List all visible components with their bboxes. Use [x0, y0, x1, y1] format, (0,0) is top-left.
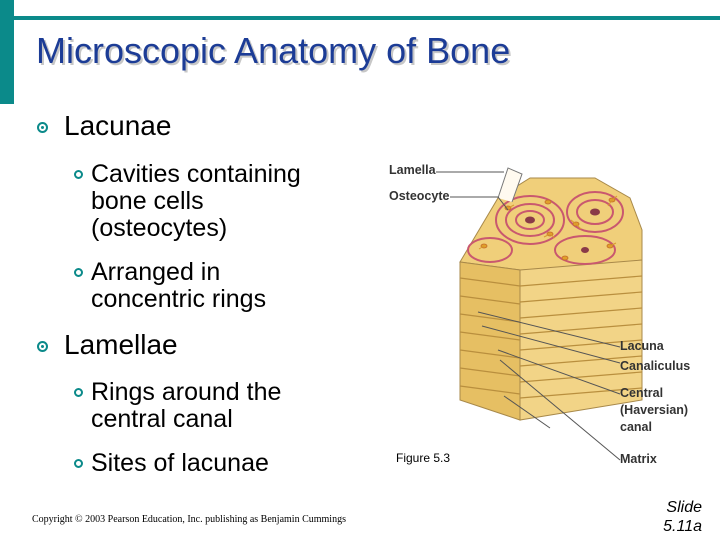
label-lacuna: Lacuna — [620, 339, 664, 353]
accent-bar-left — [0, 0, 14, 104]
sub-bullet-sites — [91, 450, 269, 477]
sub-bullet-icon — [74, 388, 83, 397]
sub-bullet-line: central canal — [91, 405, 233, 433]
label-lamella: Lamella — [389, 163, 436, 177]
slide-number — [663, 498, 702, 536]
label-line: (Haversian) — [620, 403, 689, 417]
label-matrix: Matrix — [620, 452, 657, 466]
sub-bullet-line: bone cells — [91, 187, 204, 215]
bullet-icon — [37, 341, 48, 352]
copyright-notice: Copyright © 2003 Pearson Education, Inc. publishing as Benjamin Cummings — [32, 514, 346, 525]
sub-bullet-line: Cavities containing — [91, 160, 301, 188]
sub-bullet-icon — [74, 268, 83, 277]
bullet-lamellae: Lamellae — [64, 329, 178, 360]
sub-bullet-line: (osteocytes) — [91, 214, 228, 242]
label-canaliculus: Canaliculus — [620, 359, 691, 373]
label-line: Central — [620, 386, 664, 400]
sub-bullet-cavities — [91, 161, 301, 242]
figure-caption: Figure 5.3 — [396, 451, 451, 465]
bullet-icon — [37, 122, 48, 133]
sub-bullet-icon — [74, 459, 83, 468]
slide-title: Microscopic Anatomy of Bone — [36, 30, 511, 71]
sub-bullet-line: concentric rings — [91, 285, 267, 313]
sub-bullet-line: Rings around the — [91, 378, 282, 406]
sub-bullet-line: Arranged in — [91, 258, 221, 286]
accent-bar-top — [14, 16, 720, 20]
slide-number-line: Slide — [666, 499, 702, 516]
sub-bullet-line: Sites of lacunae — [91, 449, 269, 477]
sub-bullet-rings — [91, 379, 281, 433]
bullet-lacunae: Lacunae — [64, 110, 172, 141]
sub-bullet-icon — [74, 170, 83, 179]
label-line: canal — [620, 420, 652, 434]
sub-bullet-arranged — [91, 259, 266, 313]
slide-number-line: 5.11a — [663, 518, 702, 535]
label-central-canal — [620, 385, 688, 436]
label-osteocyte: Osteocyte — [389, 189, 450, 203]
